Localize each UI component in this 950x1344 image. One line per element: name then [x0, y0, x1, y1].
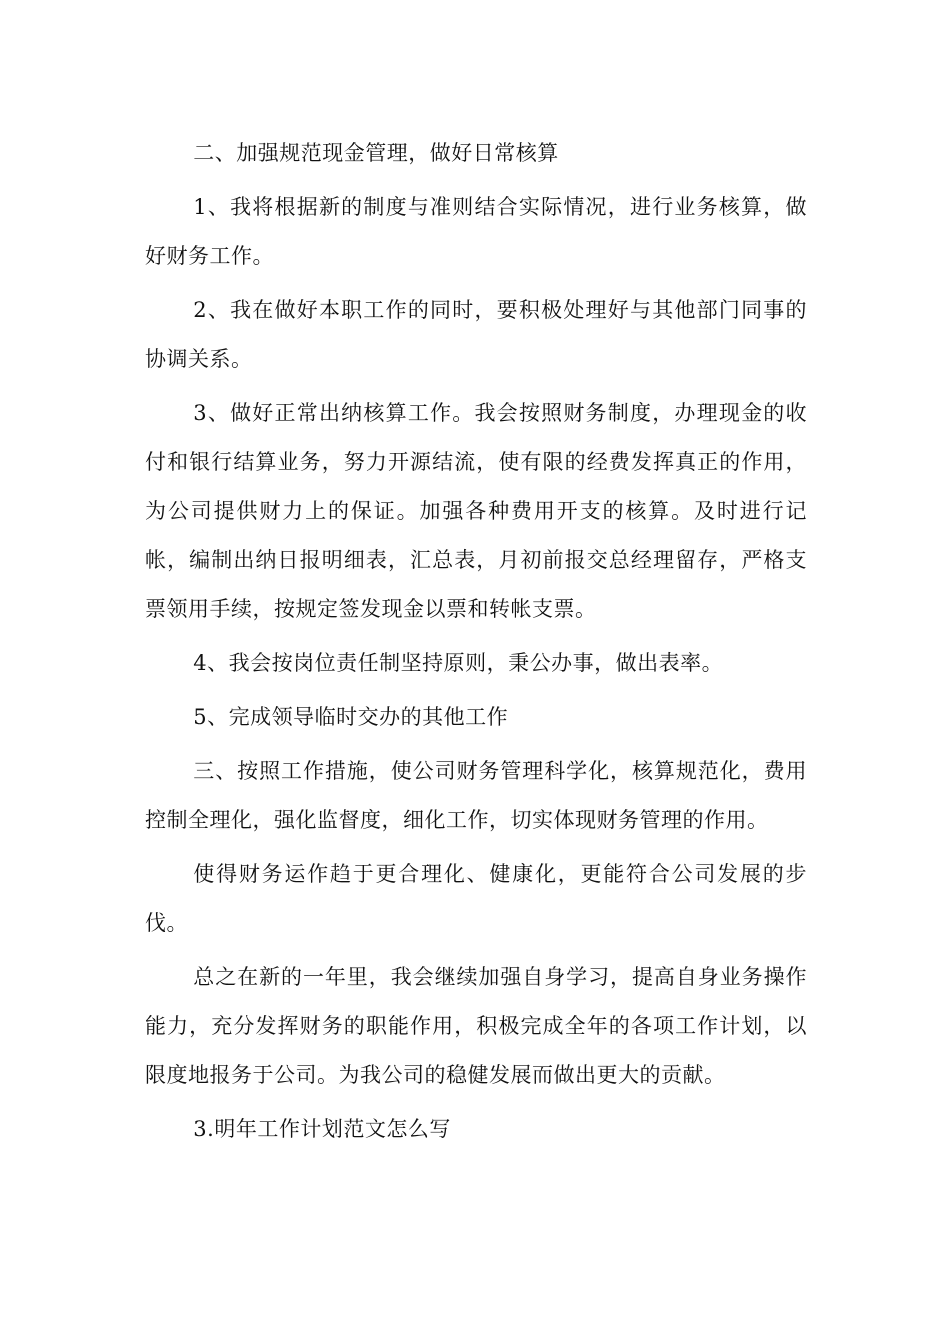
paragraph-item-1: 1、我将根据新的制度与准则结合实际情况，进行业务核算，做好财务工作。	[145, 195, 807, 268]
document-body	[145, 129, 807, 1154]
paragraph-item-5: 5、完成领导临时交办的其他工作	[193, 705, 509, 729]
paragraph-item-3: 3、做好正常出纳核算工作。我会按照财务制度，办理现金的收付和银行结算业务，努力开源结流，使有限的经费发挥真正的作用，为公司提供财力上的保证。加强各种费用开支的核算。及时进行记帐，编制出纳日报明细表，汇总表，月初前报交总经理留存，严格支票领用手续，按规定签发现金以票和转帐支票。	[145, 401, 807, 621]
paragraph-summary: 使得财务运作趋于更合理化、健康化，更能符合公司发展的步伐。	[145, 862, 807, 935]
section-heading-three: 三、按照工作措施，使公司财务管理科学化，核算规范化，费用控制全理化，强化监督度，细化工作，切实体现财务管理的作用。	[145, 759, 807, 832]
next-section-title: 3.明年工作计划范文怎么写	[193, 1117, 451, 1141]
paragraph-conclusion: 总之在新的一年里，我会继续加强自身学习，提高自身业务操作能力，充分发挥财务的职能作用，积极完成全年的各项工作计划，以限度地报务于公司。为我公司的稳健发展而做出更大的贡献。	[145, 965, 807, 1087]
paragraph-item-4: 4、我会按岗位责任制坚持原则，秉公办事，做出表率。	[193, 651, 724, 675]
paragraph-item-2: 2、我在做好本职工作的同时，要积极处理好与其他部门同事的协调关系。	[145, 298, 807, 371]
section-heading-two: 二、加强规范现金管理，做好日常核算	[193, 141, 559, 165]
